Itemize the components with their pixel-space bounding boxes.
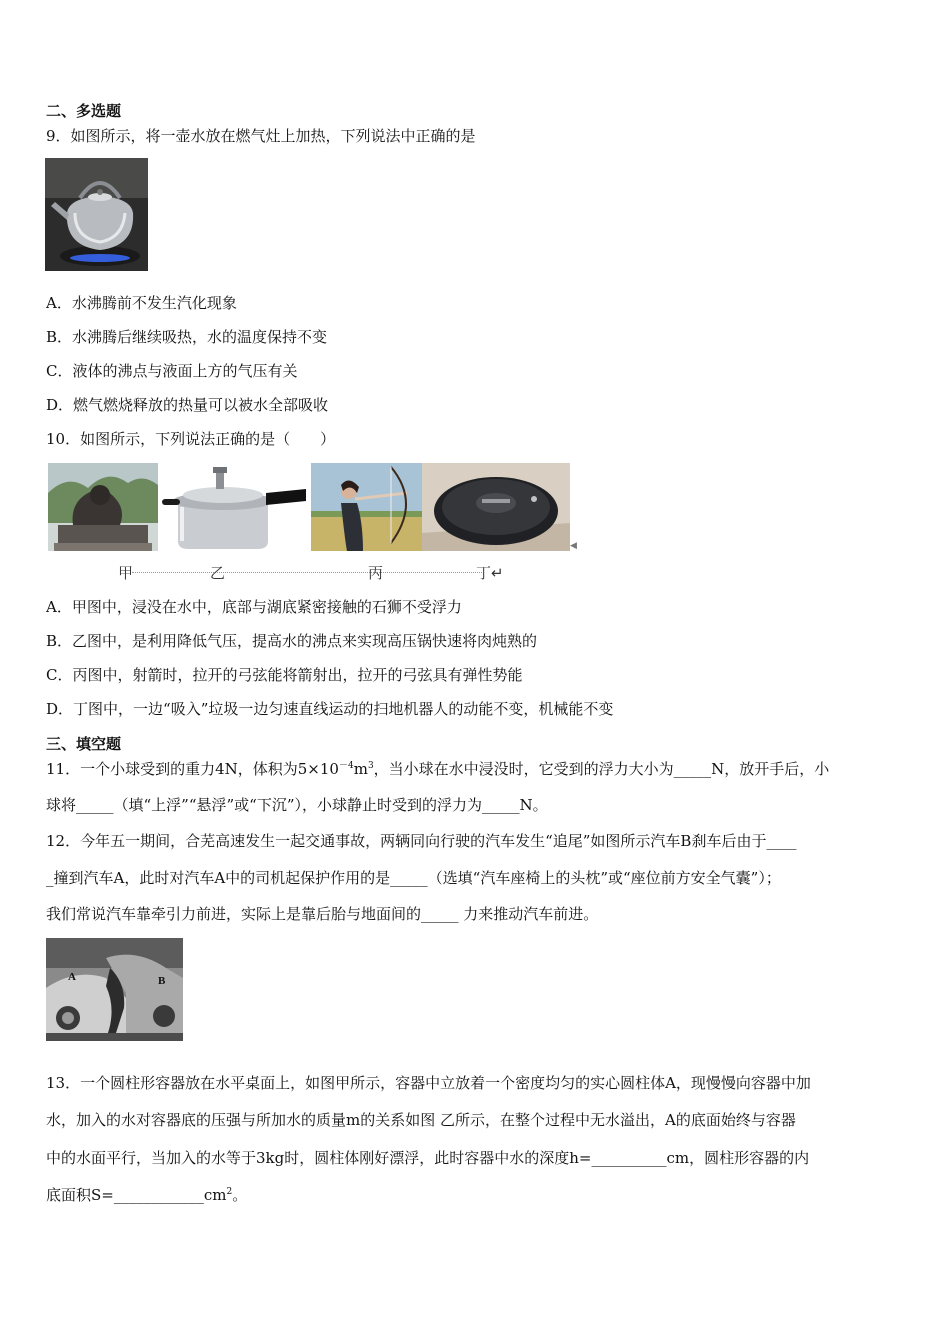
- question-13-line-2: 水，加入的水对容器底的压强与所加水的质量m的关系如图 乙所示，在整个过程中无水溢出，A的底面始终与容器: [46, 1111, 796, 1129]
- resize-mark: ◀: [570, 541, 577, 551]
- q9-option-b: B．水沸腾后继续吸热，水的温度保持不变: [46, 328, 328, 346]
- car-a-label: A: [68, 971, 76, 983]
- robot-vacuum-figure: [422, 463, 570, 551]
- caption-ding: 丁↵: [476, 564, 504, 582]
- section-title-fill-blank: 三、填空题: [46, 735, 122, 753]
- question-12-line-1: 12．今年五一期间，合芜高速发生一起交通事故，两辆同向行驶的汽车发生“追尾”如图所示汽车B刹车后由于____: [46, 832, 797, 850]
- question-13-line-4: [46, 1185, 247, 1205]
- section-title-multi-choice: 二、多选题: [46, 102, 122, 120]
- question-10-stem: 10．如图所示，下列说法正确的是（ ）: [46, 430, 336, 448]
- question-12-line-2: _撞到汽车A，此时对汽车A中的司机起保护作用的是_____（选填“汽车座椅上的头枕”或“座位前方安全气囊”）；: [46, 869, 781, 887]
- stone-lion-figure: [48, 463, 158, 551]
- question-11-line-2: 球将_____（填“上浮”“悬浮”或“下沉”），小球静止时受到的浮力为_____N。: [46, 796, 548, 814]
- caption-dotted-line: [132, 572, 482, 573]
- q13-text-b: 。: [232, 1186, 248, 1204]
- car-crash-figure: [46, 938, 183, 1041]
- caption-yi: 乙: [210, 564, 226, 582]
- question-12-line-3: 我们常说汽车靠牵引力前进，实际上是靠后胎与地面间的_____ 力来推动汽车前进。: [46, 905, 599, 923]
- q11-exponent-3: 3: [367, 761, 374, 771]
- question-9-stem: 9．如图所示，将一壶水放在燃气灶上加热，下列说法中正确的是: [46, 127, 476, 145]
- q11-exponent-neg4: －4: [338, 761, 354, 771]
- caption-bing: 丙: [368, 564, 384, 582]
- q10-option-c: C．丙图中，射箭时，拉开的弓弦能将箭射出，拉开的弓弦具有弹性势能: [46, 666, 523, 684]
- q10-option-d: D．丁图中，一边“吸入”垃圾一边匀速直线运动的扫地机器人的动能不变，机械能不变: [46, 700, 614, 718]
- q9-option-a: A．水沸腾前不发生汽化现象: [46, 294, 237, 312]
- q11-text-b: m: [353, 760, 368, 778]
- question-13-line-3: 中的水面平行，当加入的水等于3kg时，圆柱体刚好漂浮，此时容器中水的深度h=__________cm，圆柱形容器的内: [46, 1149, 810, 1167]
- q9-option-c: C．液体的沸点与液面上方的气压有关: [46, 362, 298, 380]
- question-11-line-1: [46, 759, 829, 779]
- question-13-line-1: 13．一个圆柱形容器放在水平桌面上，如图甲所示，容器中立放着一个密度均匀的实心圆柱体A，现慢慢向容器中加: [46, 1074, 811, 1092]
- q10-option-b: B．乙图中，是利用降低气压，提高水的沸点来实现高压锅快速将肉炖熟的: [46, 632, 538, 650]
- q9-option-d: D．燃气燃烧释放的热量可以被水全部吸收: [46, 396, 329, 414]
- kettle-on-stove-figure: [45, 158, 148, 271]
- q13-exponent-2: 2: [226, 1187, 233, 1197]
- q11-text-c: ，当小球在水中浸没时，它受到的浮力大小为_____N，放开手后，小: [373, 760, 830, 778]
- q13-text-a: 底面积S=____________cm: [46, 1186, 227, 1204]
- archery-figure: [311, 463, 422, 551]
- q10-option-a: A．甲图中，浸没在水中，底部与湖底紧密接触的石狮不受浮力: [46, 598, 462, 616]
- q11-text-a: 11．一个小球受到的重力4N，体积为5×10: [46, 760, 339, 778]
- caption-jia: 甲: [118, 564, 134, 582]
- car-b-label: B: [158, 975, 166, 987]
- pressure-cooker-figure: [158, 463, 308, 551]
